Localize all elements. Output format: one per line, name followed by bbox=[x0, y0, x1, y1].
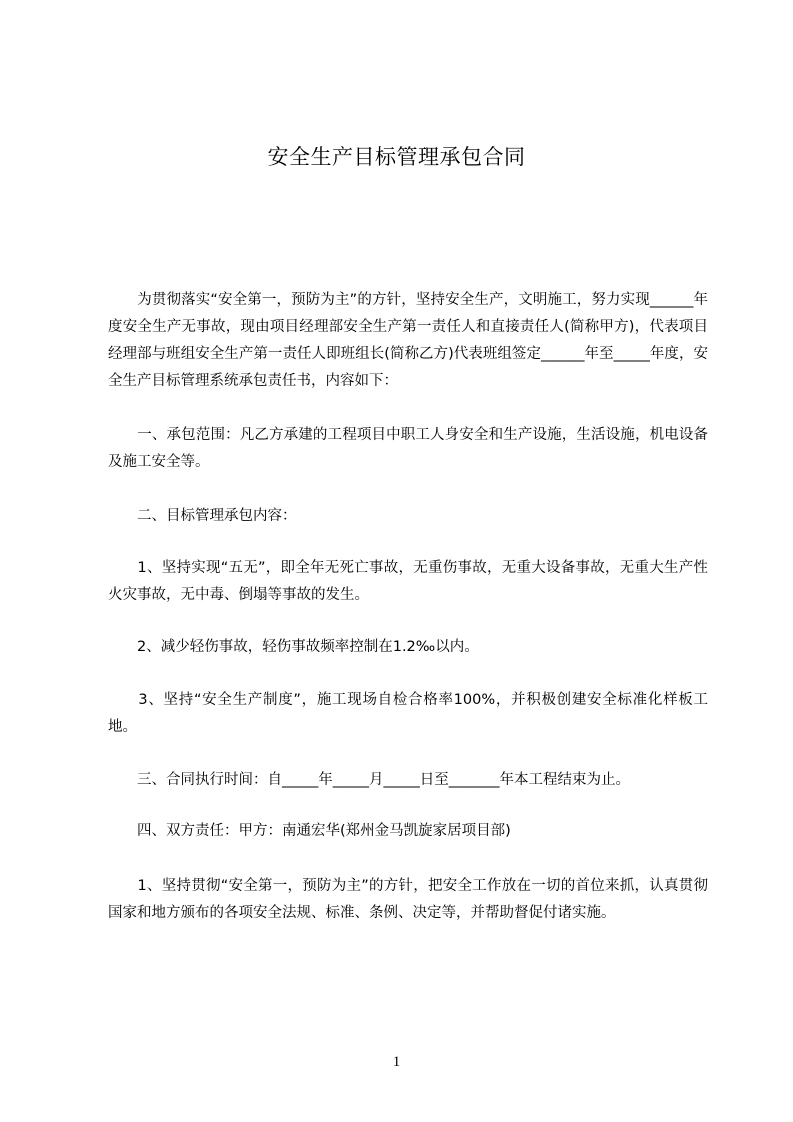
page-number: 1 bbox=[392, 1054, 401, 1070]
paragraph-intro: 为贯彻落实“安全第一，预防为主”的方针，坚持安全生产，文明施工，努力实现______年度安全生产无事故，现由项目经理部安全生产第一责任人和直接责任人(简称甲方)，代表项目经理部与班组安全生产第一责任人即班组长(简称乙方)代表班组签定______年至_____年度，安全生产目标管理系统承包责任书，内容如下： bbox=[108, 292, 708, 389]
paragraph-item-2: 2、减少轻伤事故，轻伤事故频率控制在1.2‰以内。 bbox=[108, 639, 479, 655]
paragraph-section-3-term: 三、合同执行时间：自_____年_____月_____日至_______年本工程结束为止。 bbox=[108, 772, 630, 788]
paragraph-section-4-responsibility: 四、双方责任：甲方：南通宏华(郑州金马凯旋家居项目部) bbox=[108, 823, 511, 839]
paragraph-section-1-scope: 一、承包范围：凡乙方承建的工程项目中职工人身安全和生产设施，生活设施，机电设备及施工安全等。 bbox=[108, 427, 708, 470]
document-title: 安全生产目标管理承包合同 bbox=[267, 145, 526, 169]
paragraph-item-1: 1、坚持实现“五无”，即全年无死亡事故，无重伤事故，无重大设备事故，无重大生产性火灾事故，无中毒、倒塌等事故的发生。 bbox=[108, 560, 708, 603]
paragraph-section-2-heading: 二、目标管理承包内容： bbox=[108, 508, 297, 524]
paragraph-party-a-item-1: 1、坚持贯彻“安全第一，预防为主”的方针，把安全工作放在一切的首位来抓，认真贯彻国家和地方颁布的各项安全法规、标准、条例、决定等，并帮助督促付诸实施。 bbox=[108, 878, 708, 921]
paragraph-item-3: 3、坚持“安全生产制度”，施工现场自检合格率100%，并积极创建安全标准化样板工地。 bbox=[108, 692, 708, 735]
